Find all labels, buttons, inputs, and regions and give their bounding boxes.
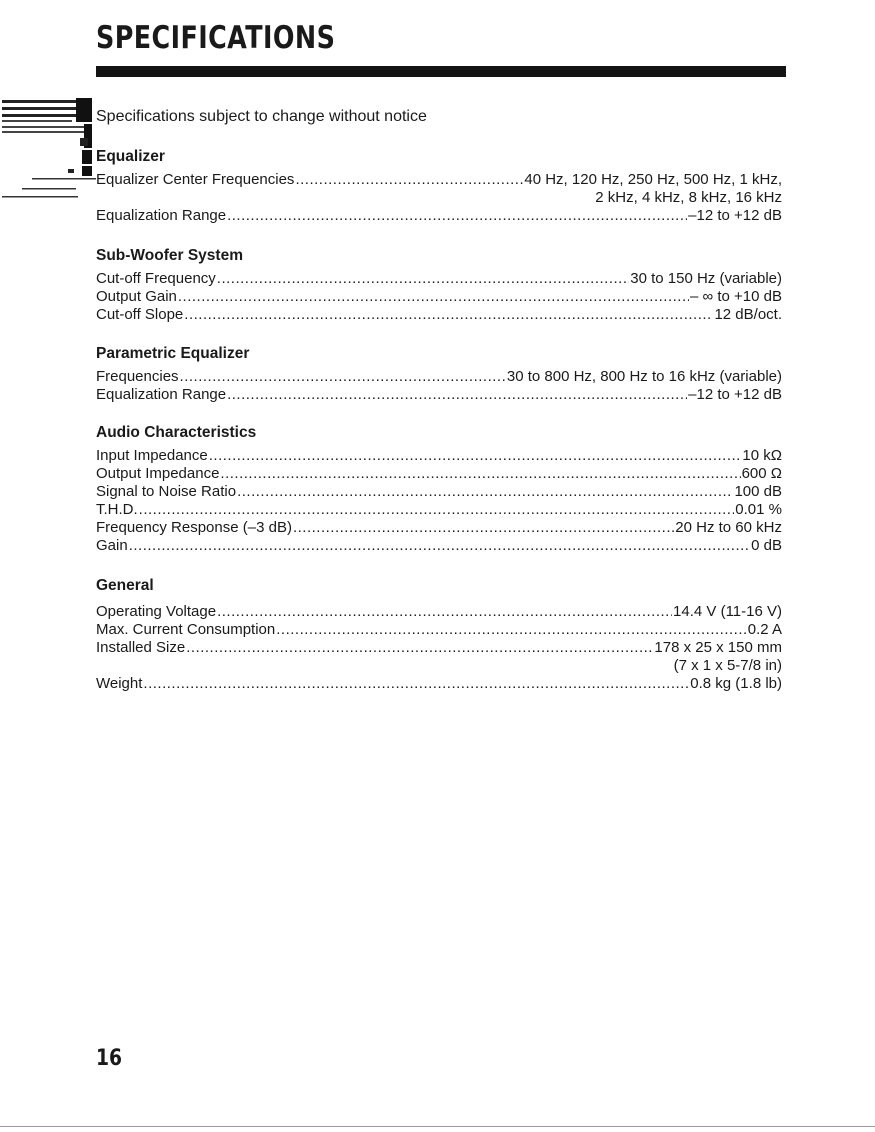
leader-dots bbox=[237, 483, 733, 501]
leader-dots bbox=[295, 171, 523, 189]
spec-value: 40 Hz, 120 Hz, 250 Hz, 500 Hz, 1 kHz, bbox=[524, 171, 782, 188]
spec-row bbox=[96, 288, 782, 306]
section-heading: Parametric Equalizer bbox=[96, 345, 250, 362]
leader-dots bbox=[220, 465, 740, 483]
spec-row bbox=[96, 447, 782, 465]
leader-dots bbox=[180, 368, 506, 386]
spec-row bbox=[96, 368, 782, 386]
spec-value: 178 x 25 x 150 mm bbox=[654, 639, 782, 656]
spec-label: Gain bbox=[96, 537, 128, 554]
spec-label: Frequencies bbox=[96, 368, 179, 385]
spec-value: 14.4 V (11-16 V) bbox=[673, 603, 782, 620]
leader-dots bbox=[209, 447, 742, 465]
leader-dots bbox=[293, 519, 674, 537]
spec-value: – ∞ to +10 dB bbox=[689, 288, 782, 305]
general-section bbox=[96, 577, 782, 693]
spec-row bbox=[96, 603, 782, 621]
spec-value-continued: (7 x 1 x 5-7/8 in) bbox=[673, 657, 782, 674]
leader-dots bbox=[178, 288, 689, 306]
spec-row bbox=[96, 537, 782, 555]
spec-label: Operating Voltage bbox=[96, 603, 217, 620]
spec-row bbox=[96, 465, 782, 483]
leader-dots bbox=[227, 386, 687, 404]
spec-value: 30 to 800 Hz, 800 Hz to 16 kHz (variable) bbox=[506, 368, 782, 385]
spec-row bbox=[96, 270, 782, 288]
leader-dots bbox=[186, 639, 653, 657]
spec-row bbox=[96, 171, 782, 189]
spec-row bbox=[96, 207, 782, 225]
leader-dots bbox=[184, 306, 713, 324]
spec-label: Cut-off Frequency bbox=[96, 270, 216, 287]
section-heading: Audio Characteristics bbox=[96, 424, 257, 441]
spec-row bbox=[96, 675, 782, 693]
section-heading: Sub-Woofer System bbox=[96, 247, 243, 264]
spec-value: 10 kΩ bbox=[742, 447, 782, 464]
spec-label: Installed Size bbox=[96, 639, 186, 656]
title-rule bbox=[96, 66, 786, 77]
spec-label: Output Gain bbox=[96, 288, 177, 305]
spec-value: 0.8 kg (1.8 lb) bbox=[690, 675, 782, 692]
subject-note: Specifications subject to change without notice bbox=[96, 108, 427, 125]
spec-row bbox=[96, 386, 782, 404]
spec-value: 30 to 150 Hz (variable) bbox=[630, 270, 782, 287]
spec-label: Equalizer Center Frequencies bbox=[96, 171, 295, 188]
spec-value: 0.2 A bbox=[747, 621, 782, 638]
spec-value-continued: 2 kHz, 4 kHz, 8 kHz, 16 kHz bbox=[595, 189, 782, 206]
leader-dots bbox=[276, 621, 747, 639]
spec-value: 100 dB bbox=[734, 483, 782, 500]
audio-section bbox=[96, 424, 782, 555]
spec-label: Weight bbox=[96, 675, 143, 692]
spec-value: –12 to +12 dB bbox=[688, 386, 782, 403]
spec-row bbox=[96, 519, 782, 537]
spec-row bbox=[96, 639, 782, 657]
page-number: 16 bbox=[96, 1046, 123, 1071]
side-tab-icon bbox=[0, 98, 96, 208]
spec-label: Output Impedance bbox=[96, 465, 220, 482]
spec-value: 0 dB bbox=[751, 537, 782, 554]
spec-value: –12 to +12 dB bbox=[688, 207, 782, 224]
spec-row bbox=[96, 501, 782, 519]
parametric-section bbox=[96, 345, 782, 404]
spec-label: Input Impedance bbox=[96, 447, 208, 464]
equalizer-section bbox=[96, 148, 782, 225]
leader-dots bbox=[217, 270, 629, 288]
spec-value: 0.01 % bbox=[735, 501, 782, 518]
leader-dots bbox=[217, 603, 672, 621]
spec-label: Equalization Range bbox=[96, 386, 227, 403]
spec-label: T.H.D. bbox=[96, 501, 138, 518]
spec-label: Cut-off Slope bbox=[96, 306, 184, 323]
spec-label: Max. Current Consumption bbox=[96, 621, 276, 638]
spec-row bbox=[96, 621, 782, 639]
leader-dots bbox=[139, 501, 735, 519]
leader-dots bbox=[227, 207, 687, 225]
spec-value: 12 dB/oct. bbox=[714, 306, 782, 323]
subwoofer-section bbox=[96, 247, 782, 324]
section-heading: Equalizer bbox=[96, 148, 165, 165]
leader-dots bbox=[129, 537, 750, 555]
spec-value: 20 Hz to 60 kHz bbox=[675, 519, 782, 536]
leader-dots bbox=[143, 675, 689, 693]
spec-label: Frequency Response (–3 dB) bbox=[96, 519, 292, 536]
spec-value: 600 Ω bbox=[741, 465, 782, 482]
spec-label: Signal to Noise Ratio bbox=[96, 483, 237, 500]
page-title: SPECIFICATIONS bbox=[96, 20, 336, 56]
spec-label: Equalization Range bbox=[96, 207, 227, 224]
spec-row bbox=[96, 483, 782, 501]
spec-row bbox=[96, 306, 782, 324]
section-heading: General bbox=[96, 577, 154, 594]
bottom-rule bbox=[0, 1126, 875, 1127]
